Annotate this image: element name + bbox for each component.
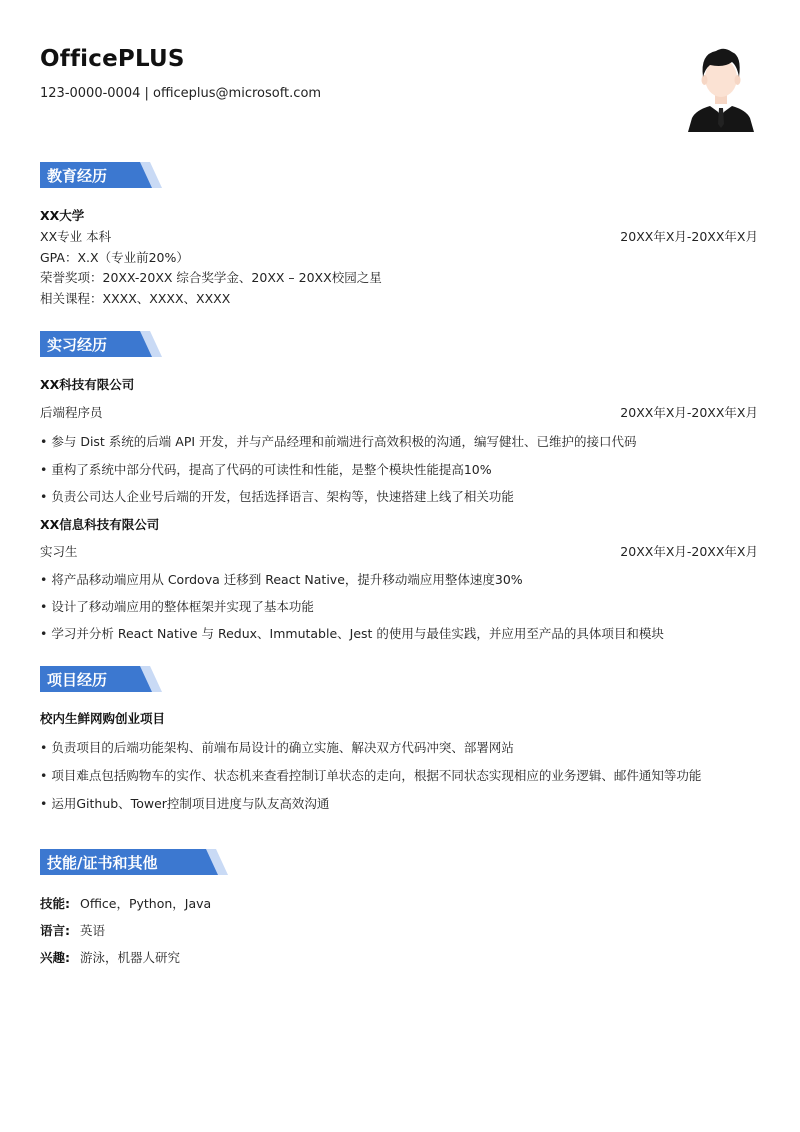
section-header-projects: [40, 666, 230, 692]
bullet-item: • 项目难点包括购物车的实作、状态机来查看控制订单状态的走向，根据不同状态实现相应的业务逻辑、邮件通知等功能: [40, 768, 702, 783]
skill-value: Office，Python，Java: [79, 896, 212, 911]
education-date: 20XX年X月-20XX年X月: [620, 229, 758, 244]
skill-row: [40, 894, 211, 912]
bullet-item: • 重构了系统中部分代码，提高了代码的可读性和性能，是整个模块性能提高10%: [40, 462, 492, 477]
contact-info: 123-0000-0004 | officeplus@microsoft.com: [40, 86, 322, 101]
avatar-icon: [686, 44, 756, 132]
project-name: 校内生鲜网购创业项目: [40, 711, 166, 726]
section-title: 教育经历: [47, 167, 108, 185]
skill-label: 兴趣:: [40, 950, 70, 965]
section-header-internship: [40, 331, 230, 357]
company-name: XX信息科技有限公司: [40, 517, 160, 532]
bullet-item: • 负责项目的后端功能架构、前端布局设计的确立实施、解决双方代码冲突、部署网站: [40, 740, 514, 755]
courses: 相关课程：XXXX、XXXX、XXXX: [40, 291, 231, 306]
section-title: 实习经历: [47, 336, 108, 354]
skill-value: 英语: [79, 923, 105, 938]
skill-row: [40, 921, 105, 939]
job-role: 实习生: [40, 544, 78, 559]
bullet-item: • 运用Github、Tower控制项目进度与队友高效沟通: [40, 796, 330, 811]
skill-label: 技能:: [40, 896, 70, 911]
section-header-skills: [40, 849, 230, 875]
skill-value: 游泳，机器人研究: [79, 950, 180, 965]
candidate-name: OfficePLUS: [40, 46, 185, 72]
job-date: 20XX年X月-20XX年X月: [620, 544, 758, 559]
gpa: GPA：X.X（专业前20%）: [40, 250, 189, 265]
section-title: 项目经历: [47, 671, 108, 689]
bullet-item: • 参与 Dist 系统的后端 API 开发，并与产品经理和前端进行高效积极的沟通，编写健壮、已维护的接口代码: [40, 434, 637, 449]
job-role: 后端程序员: [40, 405, 103, 420]
skill-row: [40, 948, 180, 966]
company-name: XX科技有限公司: [40, 377, 135, 392]
honors: 荣誉奖项：20XX-20XX 综合奖学金、20XX – 20XX校园之星: [40, 270, 382, 285]
bullet-item: • 负责公司达人企业号后端的开发，包括选择语言、架构等，快速搭建上线了相关功能: [40, 489, 514, 504]
major: XX专业 本科: [40, 229, 112, 244]
section-title: 技能/证书和其他: [47, 854, 158, 872]
school-name: XX大学: [40, 208, 85, 223]
skill-label: 语言:: [40, 923, 70, 938]
bullet-item: • 学习并分析 React Native 与 Redux、Immutable、Jest 的使用与最佳实践，并应用至产品的具体项目和模块: [40, 626, 664, 641]
bullet-item: • 将产品移动端应用从 Cordova 迁移到 React Native，提升移动端应用整体速度30%: [40, 572, 523, 587]
section-header-education: [40, 162, 230, 188]
job-date: 20XX年X月-20XX年X月: [620, 405, 758, 420]
bullet-item: • 设计了移动端应用的整体框架并实现了基本功能: [40, 599, 314, 614]
